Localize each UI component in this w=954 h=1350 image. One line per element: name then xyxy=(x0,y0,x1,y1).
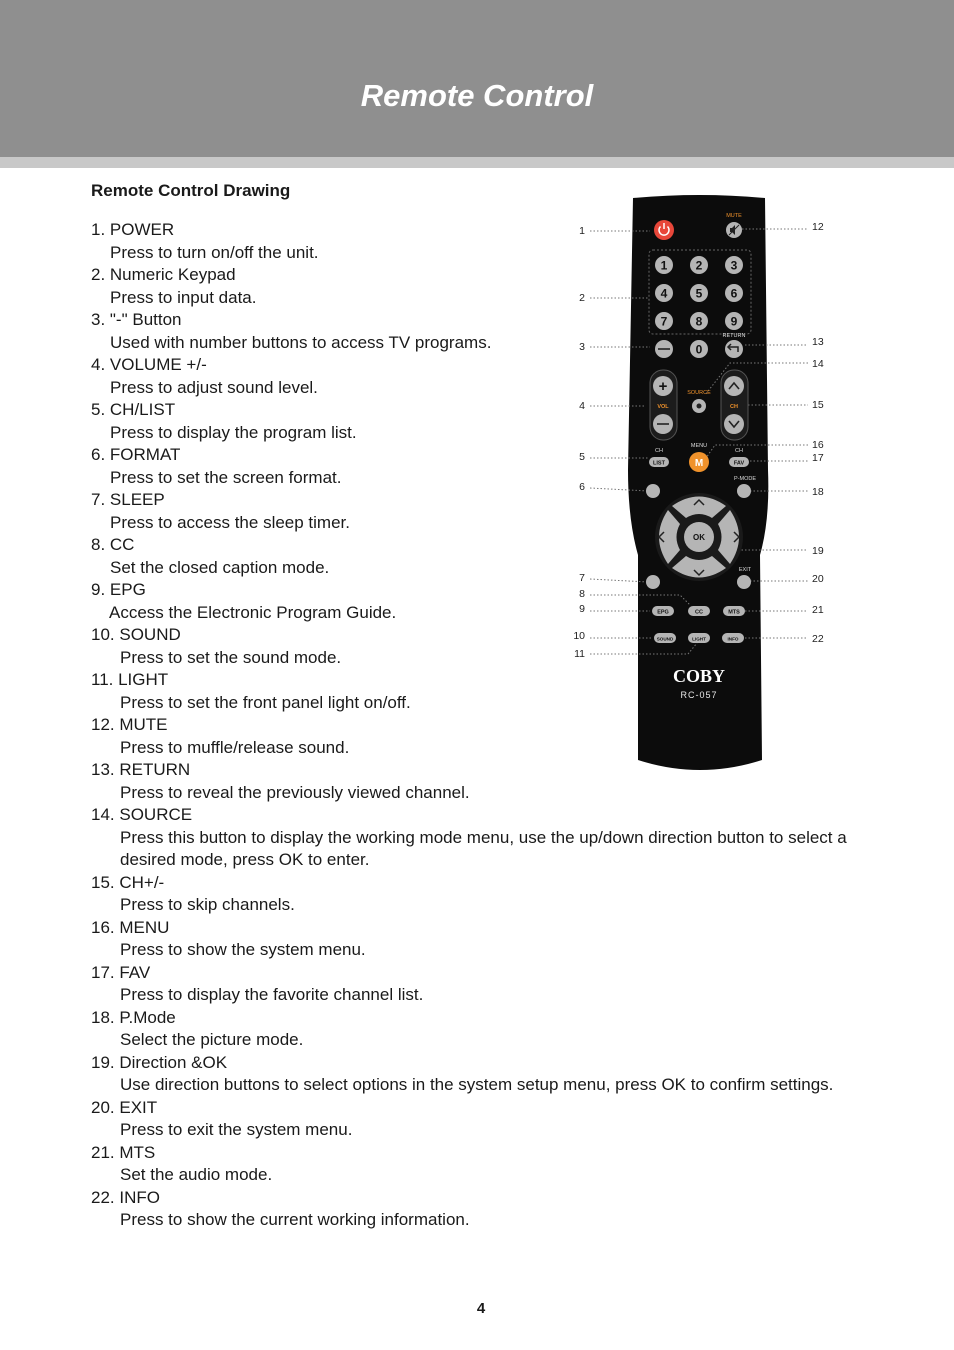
item-desc: Press to reveal the previously viewed channel. xyxy=(120,782,470,802)
item-desc: Press to show the system menu. xyxy=(120,940,366,959)
epg-label: EPG xyxy=(657,609,669,616)
item-title: 15. CH+/- xyxy=(91,872,165,892)
callout-label: 1 xyxy=(579,225,585,237)
list-item xyxy=(91,1007,891,1052)
item-title: 6. FORMAT xyxy=(91,445,181,464)
ch-label: CH xyxy=(730,404,738,410)
item-desc: Press this button to display the working mode menu, use the up/down direction button to select a desired mode, press OK to enter. xyxy=(120,827,847,869)
callout-label: 13 xyxy=(812,336,824,348)
item-desc: Press to skip channels. xyxy=(120,895,295,914)
menu-label: MENU xyxy=(690,443,708,449)
list-item xyxy=(91,1187,891,1232)
exit-label: EXIT xyxy=(738,567,752,573)
callout-label: 19 xyxy=(812,545,824,557)
item-title: 10. SOUND xyxy=(91,625,181,644)
menu-key-label: M xyxy=(694,458,704,469)
list-item xyxy=(91,1097,891,1142)
ok-label: OK xyxy=(693,533,705,542)
callout-label: 22 xyxy=(812,633,824,645)
item-desc: Press to muffle/release sound. xyxy=(120,737,350,757)
callout-label: 11 xyxy=(574,648,585,660)
callout-label: 8 xyxy=(579,588,585,600)
model-label: RC-057 xyxy=(680,690,718,700)
item-title: 19. Direction &OK xyxy=(91,1052,228,1072)
item-title: 9. EPG xyxy=(91,580,146,599)
remote-control-drawing xyxy=(560,190,860,780)
callout-label: 9 xyxy=(579,603,585,615)
callout-label: 5 xyxy=(579,451,585,463)
item-desc: Press to adjust sound level. xyxy=(110,377,318,397)
sound-label: SOUND xyxy=(656,636,674,642)
item-title: 14. SOURCE xyxy=(91,805,193,824)
pmode-button[interactable] xyxy=(737,484,751,498)
channel-down-button[interactable] xyxy=(724,414,744,434)
page-title: Remote Control xyxy=(360,78,594,113)
ch-fav-label: CH xyxy=(735,448,743,454)
keypad-digit: 9 xyxy=(730,314,738,329)
item-title: 13. RETURN xyxy=(91,760,191,779)
source-icon xyxy=(697,404,702,409)
section-title: Remote Control Drawing xyxy=(91,181,291,200)
item-desc: Used with number buttons to access TV programs. xyxy=(110,332,492,352)
keypad-digit: 7 xyxy=(660,314,668,329)
item-title: 1. POWER xyxy=(91,220,175,239)
item-title: 18. P.Mode xyxy=(91,1007,176,1027)
item-desc: Set the closed caption mode. xyxy=(110,557,330,577)
item-desc: Press to turn on/off the unit. xyxy=(110,242,319,262)
callout-label: 10 xyxy=(573,630,585,642)
item-title: 20. EXIT xyxy=(91,1097,158,1117)
callout-label: 2 xyxy=(579,292,585,304)
item-desc: Use direction buttons to select options in the system setup menu, press OK to confirm settings. xyxy=(120,1075,834,1094)
cc-label: CC xyxy=(695,609,703,616)
return-button[interactable] xyxy=(725,340,743,358)
callout-label: 7 xyxy=(579,572,585,584)
format-button[interactable] xyxy=(646,484,660,498)
light-label: LIGHT xyxy=(692,636,706,642)
item-title: 16. MENU xyxy=(91,917,170,937)
list-item xyxy=(91,872,891,917)
list-item xyxy=(91,1052,891,1097)
list-item xyxy=(91,962,891,1007)
pmode-label: P-MODE xyxy=(734,476,756,482)
callout-label: 14 xyxy=(812,358,824,370)
item-desc: Press to show the current working information. xyxy=(120,1210,470,1229)
list-label: LIST xyxy=(653,460,665,467)
mts-label: MTS xyxy=(728,609,740,616)
item-desc: Press to set the screen format. xyxy=(110,467,342,487)
item-title: 8. CC xyxy=(91,535,135,554)
vol-label: VOL xyxy=(657,404,669,410)
plus-icon: + xyxy=(658,378,668,395)
item-title: 12. MUTE xyxy=(91,715,168,734)
item-title: 2. Numeric Keypad xyxy=(91,265,236,284)
info-label: INFO xyxy=(727,636,739,642)
header-divider xyxy=(0,157,954,168)
callout-label: 21 xyxy=(812,604,824,616)
item-desc: Set the audio mode. xyxy=(120,1165,273,1184)
callout-label: 6 xyxy=(579,481,585,493)
item-desc: Press to display the program list. xyxy=(110,422,357,442)
keypad-digit: 2 xyxy=(695,258,703,273)
keypad-digit: 4 xyxy=(660,286,668,301)
list-item xyxy=(91,804,891,872)
item-desc: Access the Electronic Program Guide. xyxy=(109,602,397,622)
item-title: 7. SLEEP xyxy=(91,490,165,509)
brand-logo: COBY xyxy=(672,666,726,686)
item-title: 5. CH/LIST xyxy=(91,400,176,419)
callout-label: 15 xyxy=(812,399,824,411)
item-title: 21. MTS xyxy=(91,1142,156,1162)
item-desc: Press to set the sound mode. xyxy=(120,647,342,667)
item-title: 3. "-" Button xyxy=(91,310,182,329)
channel-up-button[interactable] xyxy=(724,376,744,396)
sleep-button[interactable] xyxy=(646,575,660,589)
callout-label: 17 xyxy=(812,452,824,464)
keypad-digit: 0 xyxy=(695,342,703,357)
page-number: 4 xyxy=(476,1300,486,1317)
keypad-digit: 6 xyxy=(730,286,738,301)
item-title: 11. LIGHT xyxy=(91,670,169,689)
item-desc: Press to exit the system menu. xyxy=(120,1120,353,1139)
item-desc: Select the picture mode. xyxy=(120,1030,304,1049)
item-desc: Press to input data. xyxy=(110,287,257,307)
list-item xyxy=(91,917,891,962)
fav-label: FAV xyxy=(733,460,745,467)
callout-label: 12 xyxy=(812,221,824,233)
list-item xyxy=(91,1142,891,1187)
ch-list-label: CH xyxy=(655,448,663,454)
callout-label: 3 xyxy=(579,341,585,353)
item-desc: Press to display the favorite channel list. xyxy=(120,985,424,1004)
callout-label: 18 xyxy=(812,486,824,498)
item-title: 22. INFO xyxy=(91,1187,160,1207)
keypad-digit: 1 xyxy=(660,258,668,273)
mute-label: MUTE xyxy=(726,213,742,219)
callout-label: 16 xyxy=(812,439,824,451)
callout-label: 20 xyxy=(812,573,824,585)
callout-label: 4 xyxy=(579,400,585,412)
item-title: 17. FAV xyxy=(91,962,151,982)
keypad-digit: 8 xyxy=(695,314,703,329)
item-desc: Press to access the sleep timer. xyxy=(110,512,350,532)
item-title: 4. VOLUME +/- xyxy=(91,355,207,374)
item-desc: Press to set the front panel light on/off. xyxy=(120,692,411,712)
keypad-digit: 3 xyxy=(730,258,738,273)
source-label: SOURCE xyxy=(687,390,711,396)
keypad-digit: 5 xyxy=(695,286,703,301)
exit-button[interactable] xyxy=(737,575,751,589)
return-label: RETURN xyxy=(722,333,746,339)
